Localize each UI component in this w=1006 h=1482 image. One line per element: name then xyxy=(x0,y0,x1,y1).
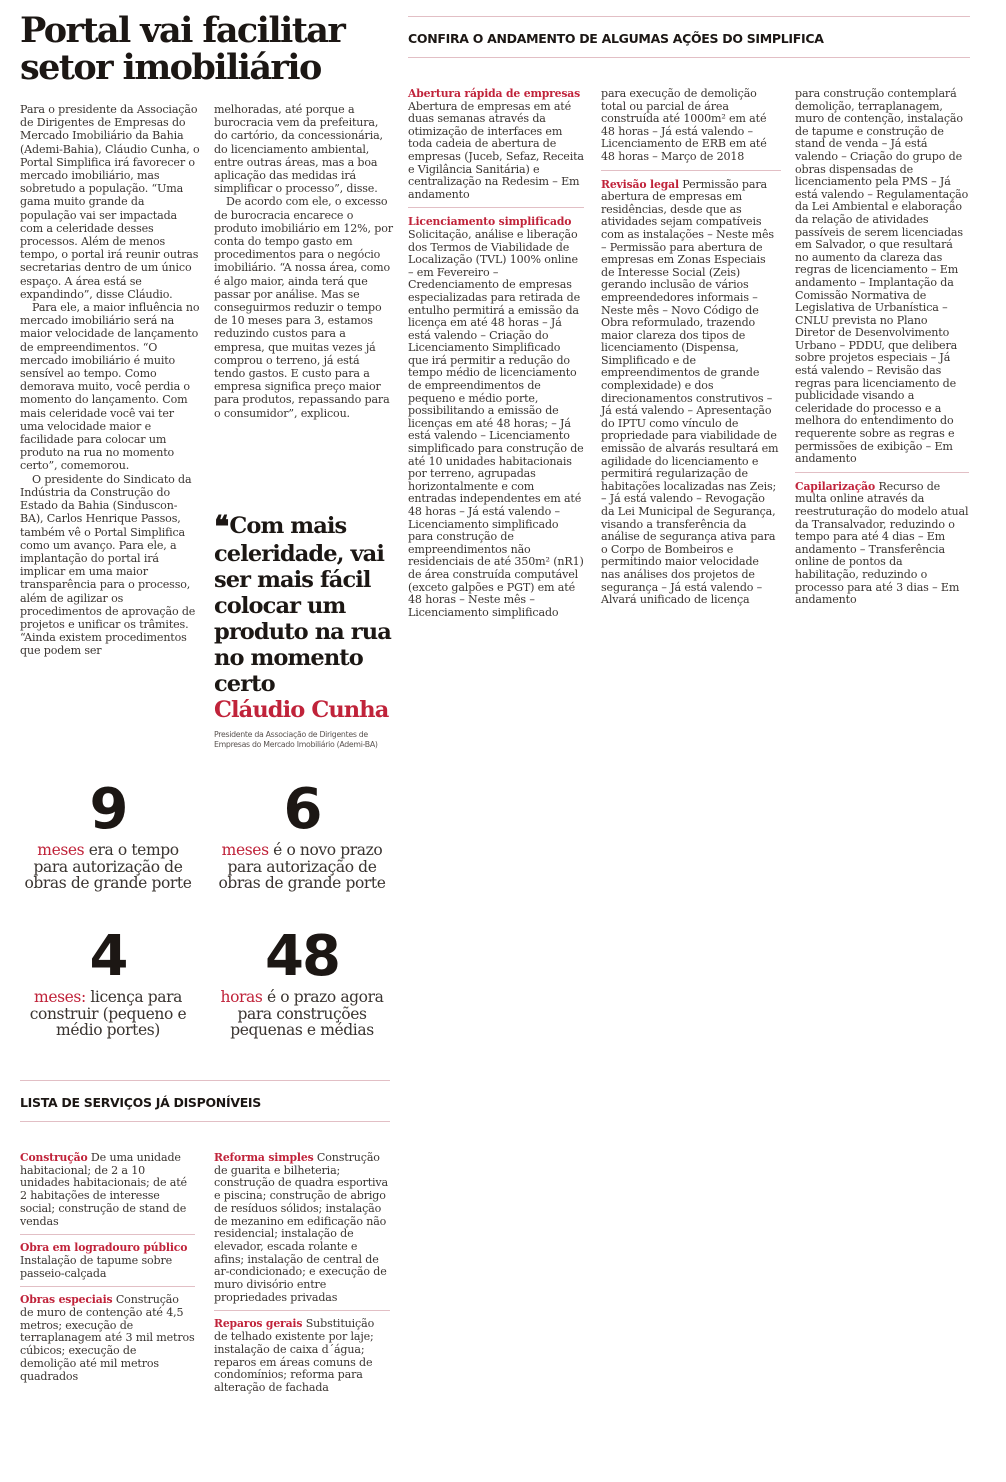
action-text: Abertura de empresas em até duas semanas através da otimização de interfaces em toda cadeia de abertura de empresas (Juceb, Sefaz, Receita e Vigilância Sanitária) e centralização na Redesim – Em andamento xyxy=(408,99,584,201)
stat-block xyxy=(18,777,198,892)
service-label: Obra em logradouro público xyxy=(20,1241,188,1255)
action-item xyxy=(408,88,584,208)
article-paragraph: Para o presidente da Associação de Dirigentes de Empresas do Mercado Imobiliário da Bahia (Ademi-Bahia), Cláudio Cunha, o Portal Simplifica irá favorecer o mercado imobiliário, mas sobretudo a população. “Uma gama muito grande da população vai ser impactada com a celeridade desses processos. Além de menos tempo, o portal irá reunir outras secretarias dentro de um único espaço. A área está se expandindo”, disse Cláudio. xyxy=(20,103,200,301)
article-paragraph: Para ele, a maior influência no mercado imobiliário será na maior velocidade de lançamento de empreendimentos. “O mercado imobiliário é muito sensível ao tempo. Como demorava muito, você perdia o momento do lançamento. Com mais celeridade você vai ter uma velocidade maior e facilidade para colocar um produto na rua no momento certo”, comemorou. xyxy=(20,301,200,473)
service-label: Reparos gerais xyxy=(214,1317,303,1331)
service-item xyxy=(214,1318,390,1400)
service-label: Obras especiais xyxy=(20,1293,113,1307)
article-body-column-2 xyxy=(214,103,394,420)
action-text: Recurso de multa online através da reestruturação do modelo atual da Transalvador, reduzindo o tempo para até 4 dias – Em andamento – Transferência online de pontos da habilitação, reduzindo o processo para até 3 dias – Em andamento xyxy=(795,479,969,607)
action-item xyxy=(601,88,781,171)
stat-block xyxy=(18,924,198,1039)
stat-unit: meses: xyxy=(34,988,86,1006)
stat-unit: meses xyxy=(221,841,269,859)
service-text: Instalação de tapume sobre passeio-calçada xyxy=(20,1253,173,1280)
action-text: para construção contemplará demolição, terraplanagem, muro de contenção, instalação de tapume e construção de stand de venda – Já está valendo – Criação do grupo de obras dispensadas de licenciamento pela PMS – Já está valendo – Regulamentação da Lei Ambiental e elaboração da relação de atividades passíveis de serem licenciadas em Salvador, o que resultará no aumento da clareza das regras de licenciamento – Em andamento – Implantação da Comissão Normativa de Legislativa de Urbanística – CNLU prevista no Plano Diretor de Desenvolvimento Urbano – PDDU, que delibera sobre projetos especiais – Já está valendo – Revisão das regras para licenciamento de publicidade visando a celeridade do processo e a melhora do entendimento do requerente sobre as regras e permissões de exibição – Em andamento xyxy=(795,87,969,466)
article-paragraph: O presidente do Sindicato da Indústria da Construção do Estado da Bahia (Sinduscon-BA), Carlos Henrique Passos, também vê o Portal Simplifica como um avanço. Para ele, a implantação do portal irá implicar em uma maior transparência para o processo, além de agilizar os procedimentos de aprovação de projetos e unificar os trâmites. “Ainda existem procedimentos que podem ser xyxy=(20,472,196,658)
pull-quote xyxy=(214,510,394,723)
quote-mark-icon: ❛❛ xyxy=(214,510,226,545)
service-text: Construção de muro de contenção até 4,5 metros; execução de terraplanagem até 3 mil metros cúbicos; execução de demolição até mil metros quadrados xyxy=(20,1293,195,1383)
action-text: Solicitação, análise e liberação dos Termos de Viabilidade de Localização (TVL) 100% online – em Fevereiro – Credenciamento de empresas especializadas para retirada de entulho permitirá a emissão da licença em até 48 horas – Já está valendo – Criação do Licenciamento Simplificado que irá permitir a redução do tempo médio de licenciamento de empreendimentos de pequeno e médio porte, possibilitando a emissão de licenças em até 48 horas; – Já está valendo – Licenciamento simplificado para construção de até 10 unidades habitacionais por terreno, agrupadas horizontalmente e com entradas independentes em até 48 horas – Já está valendo – Licenciamento simplificado para construção de empreendimentos não residenciais de até 350m² (nR1) de área construída computável (exceto galpões e PGT) em até 48 horas – Neste mês – Licenciamento simplificado xyxy=(408,227,584,619)
section-rule xyxy=(408,57,970,58)
service-text: Substituição de telhado existente por laje; instalação de caixa d´água; reparos em áreas comuns de condomínios; reforma para alteração de fachada xyxy=(214,1317,375,1394)
article-paragraph: De acordo com ele, o excesso de burocracia encarece o produto imobiliário em 12%, por conta do tempo gasto em procedimentos para o negócio imobiliário. “A nossa área, como é algo maior, ainda terá que passar por análise. Mas se conseguirmos reduzir o tempo de 10 meses para 3, estamos reduzindo custos para a empresa, que muitas vezes já comprou o terreno, já está tendo gastos. E custo para a empresa significa preço maior para produtos, repassando para o consumidor”, explicou. xyxy=(214,195,393,420)
service-item xyxy=(20,1152,195,1235)
section-rule xyxy=(408,16,970,17)
stat-unit: horas xyxy=(220,988,263,1006)
pull-quote-author-role: Presidente da Associação de Dirigentes de Empresas do Mercado Imobiliário (Ademi-BA) xyxy=(214,730,378,749)
stat-description xyxy=(212,989,392,1039)
stat-block xyxy=(212,777,392,892)
section-rule xyxy=(20,1080,390,1081)
section-rule xyxy=(20,1121,390,1122)
article-paragraph: melhoradas, até porque a burocracia vem da prefeitura, do cartório, da concessionária, do licenciamento ambiental, entre outras áreas, mas a boa aplicação das medidas irá simplificar o processo”, disse. xyxy=(214,103,383,196)
stat-text: é o novo prazo para autorização de obras de grande porte xyxy=(218,841,386,892)
stat-number: 48 xyxy=(265,924,339,989)
action-label: Revisão legal xyxy=(601,177,679,191)
service-label: Reforma simples xyxy=(214,1151,314,1164)
stat-number: 9 xyxy=(89,777,127,842)
service-text: Construção de guarita e bilheteria; construção de quadra esportiva e piscina; construção de abrigo de resíduos sólidos; instalação de mezanino em edificação não residencial; instalação de elevador, escada rolante e afins; instalação de central de ar-condicionado; e execução de muro divisório entre propriedades privadas xyxy=(214,1151,388,1304)
action-item xyxy=(601,179,781,613)
stat-number: 4 xyxy=(89,924,127,989)
stat-text: é o prazo agora para construções pequenas e médias xyxy=(230,988,384,1039)
action-label: Capilarização xyxy=(795,479,876,493)
article-body-column-1 xyxy=(20,103,200,658)
action-text: Permissão para abertura de empresas em residências, desde que as atividades sejam compatíveis com as instalações – Neste mês – Permissão para abertura de empresas em Zonas Especiais de Interesse Social (Zeis) gerando inclusão de vários empreendedores informais – Neste mês – Novo Código de Obra reformulado, trazendo maior clareza dos tipos de licenciamento (Dispensa, Simplificado e de empreendimentos de grande complexidade) e dos direcionamentos construtivos – Já está valendo – Apresentação do IPTU como vínculo de propriedade para viabilidade de emissão de alvarás resultará em agilidade do licenciamento e permitirá regularização de habitações localizadas nas Zeis; – Já está valendo – Revogação da Lei Municipal de Segurança, visando a transferência da análise de segurança ativa para o Corpo de Bombeiros e permitindo maior velocidade nas análises dos projetos de segurança – Já está valendo – Alvará unificado de licença xyxy=(601,177,779,607)
actions-column-2 xyxy=(601,88,781,621)
pull-quote-author: Cláudio Cunha xyxy=(214,697,389,723)
action-label: Abertura rápida de empresas xyxy=(408,87,581,100)
services-section-title: LISTA DE SERVIÇOS JÁ DISPONÍVEIS xyxy=(20,1095,261,1110)
stat-block xyxy=(212,924,392,1039)
stat-text: era o tempo para autorização de obras de grande porte xyxy=(24,841,192,892)
stat-text: licença para construir (pequeno e médio portes) xyxy=(29,988,187,1039)
pull-quote-text: Com mais celeridade, vai ser mais fácil colocar um produto na rua no momento certo xyxy=(214,513,391,697)
actions-column-3 xyxy=(795,88,969,621)
stat-description xyxy=(18,989,198,1039)
service-text: De uma unidade habitacional; de 2 a 10 unidades habitacionais; de até 2 habitações de interesse social; construção de stand de vendas xyxy=(20,1151,187,1228)
service-label: Construção xyxy=(20,1151,88,1164)
service-item xyxy=(214,1152,390,1311)
headline: Portal vai facilitar setor imobiliário xyxy=(20,10,345,88)
action-item xyxy=(408,216,584,625)
service-item xyxy=(20,1242,195,1287)
actions-column-1 xyxy=(408,88,584,633)
stat-number: 6 xyxy=(283,777,321,842)
services-column-2 xyxy=(214,1152,390,1408)
action-item xyxy=(795,88,969,473)
stat-description xyxy=(18,842,198,892)
service-item xyxy=(20,1294,195,1389)
action-item xyxy=(795,481,969,613)
stat-unit: meses xyxy=(37,841,85,859)
action-label: Licenciamento simplificado xyxy=(408,215,572,229)
stat-description xyxy=(212,842,392,892)
services-column-1 xyxy=(20,1152,195,1396)
action-text: para execução de demolição total ou parcial de área construída até 1000m² em até 48 horas – Já está valendo – Licenciamento de ERB em até 48 horas – Março de 2018 xyxy=(601,87,767,163)
actions-section-title: CONFIRA O ANDAMENTO DE ALGUMAS AÇÕES DO SIMPLIFICA xyxy=(408,31,824,46)
